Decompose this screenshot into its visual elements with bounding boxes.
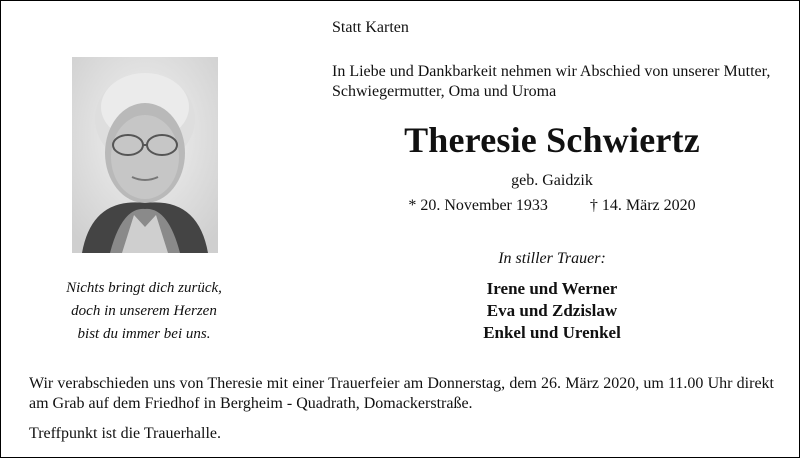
birth-name: geb. Gaidzik xyxy=(511,172,593,189)
mourners-label: In stiller Trauer: xyxy=(498,250,606,267)
mourner-name: Eva und Zdzislaw xyxy=(486,301,618,320)
intro-text: In Liebe und Dankbarkeit nehmen wir Abschied von unserer Mutter, Schwiegermutter, Oma und Uroma xyxy=(332,63,771,100)
portrait-photo xyxy=(72,57,218,253)
quote-line: bist du immer bei uns. xyxy=(77,326,211,342)
birth-date: * 20. November 1933 xyxy=(408,197,548,214)
death-date: † 14. März 2020 xyxy=(589,197,696,214)
quote-block xyxy=(29,277,259,346)
mourners-list xyxy=(332,278,772,344)
quote-line: doch in unserem Herzen xyxy=(71,303,217,319)
life-dates xyxy=(332,197,772,215)
deceased-name: Theresie Schwiertz xyxy=(404,120,700,160)
quote-line: Nichts bringt dich zurück, xyxy=(66,280,222,296)
statt-karten-text: Statt Karten xyxy=(332,19,409,36)
mourner-name: Enkel und Urenkel xyxy=(483,323,621,342)
portrait-icon xyxy=(72,57,218,253)
ceremony-text: Wir verabschieden uns von Theresie mit einer Trauerfeier am Donnerstag, dem 26. März 2020, um 11.00 Uhr direkt am Grab auf dem Friedhof in Bergheim - Quadrath, Domackerstraße. xyxy=(29,375,774,412)
meeting-point-text: Treffpunkt ist die Trauerhalle. xyxy=(29,425,221,442)
mourner-name: Irene und Werner xyxy=(486,279,618,298)
